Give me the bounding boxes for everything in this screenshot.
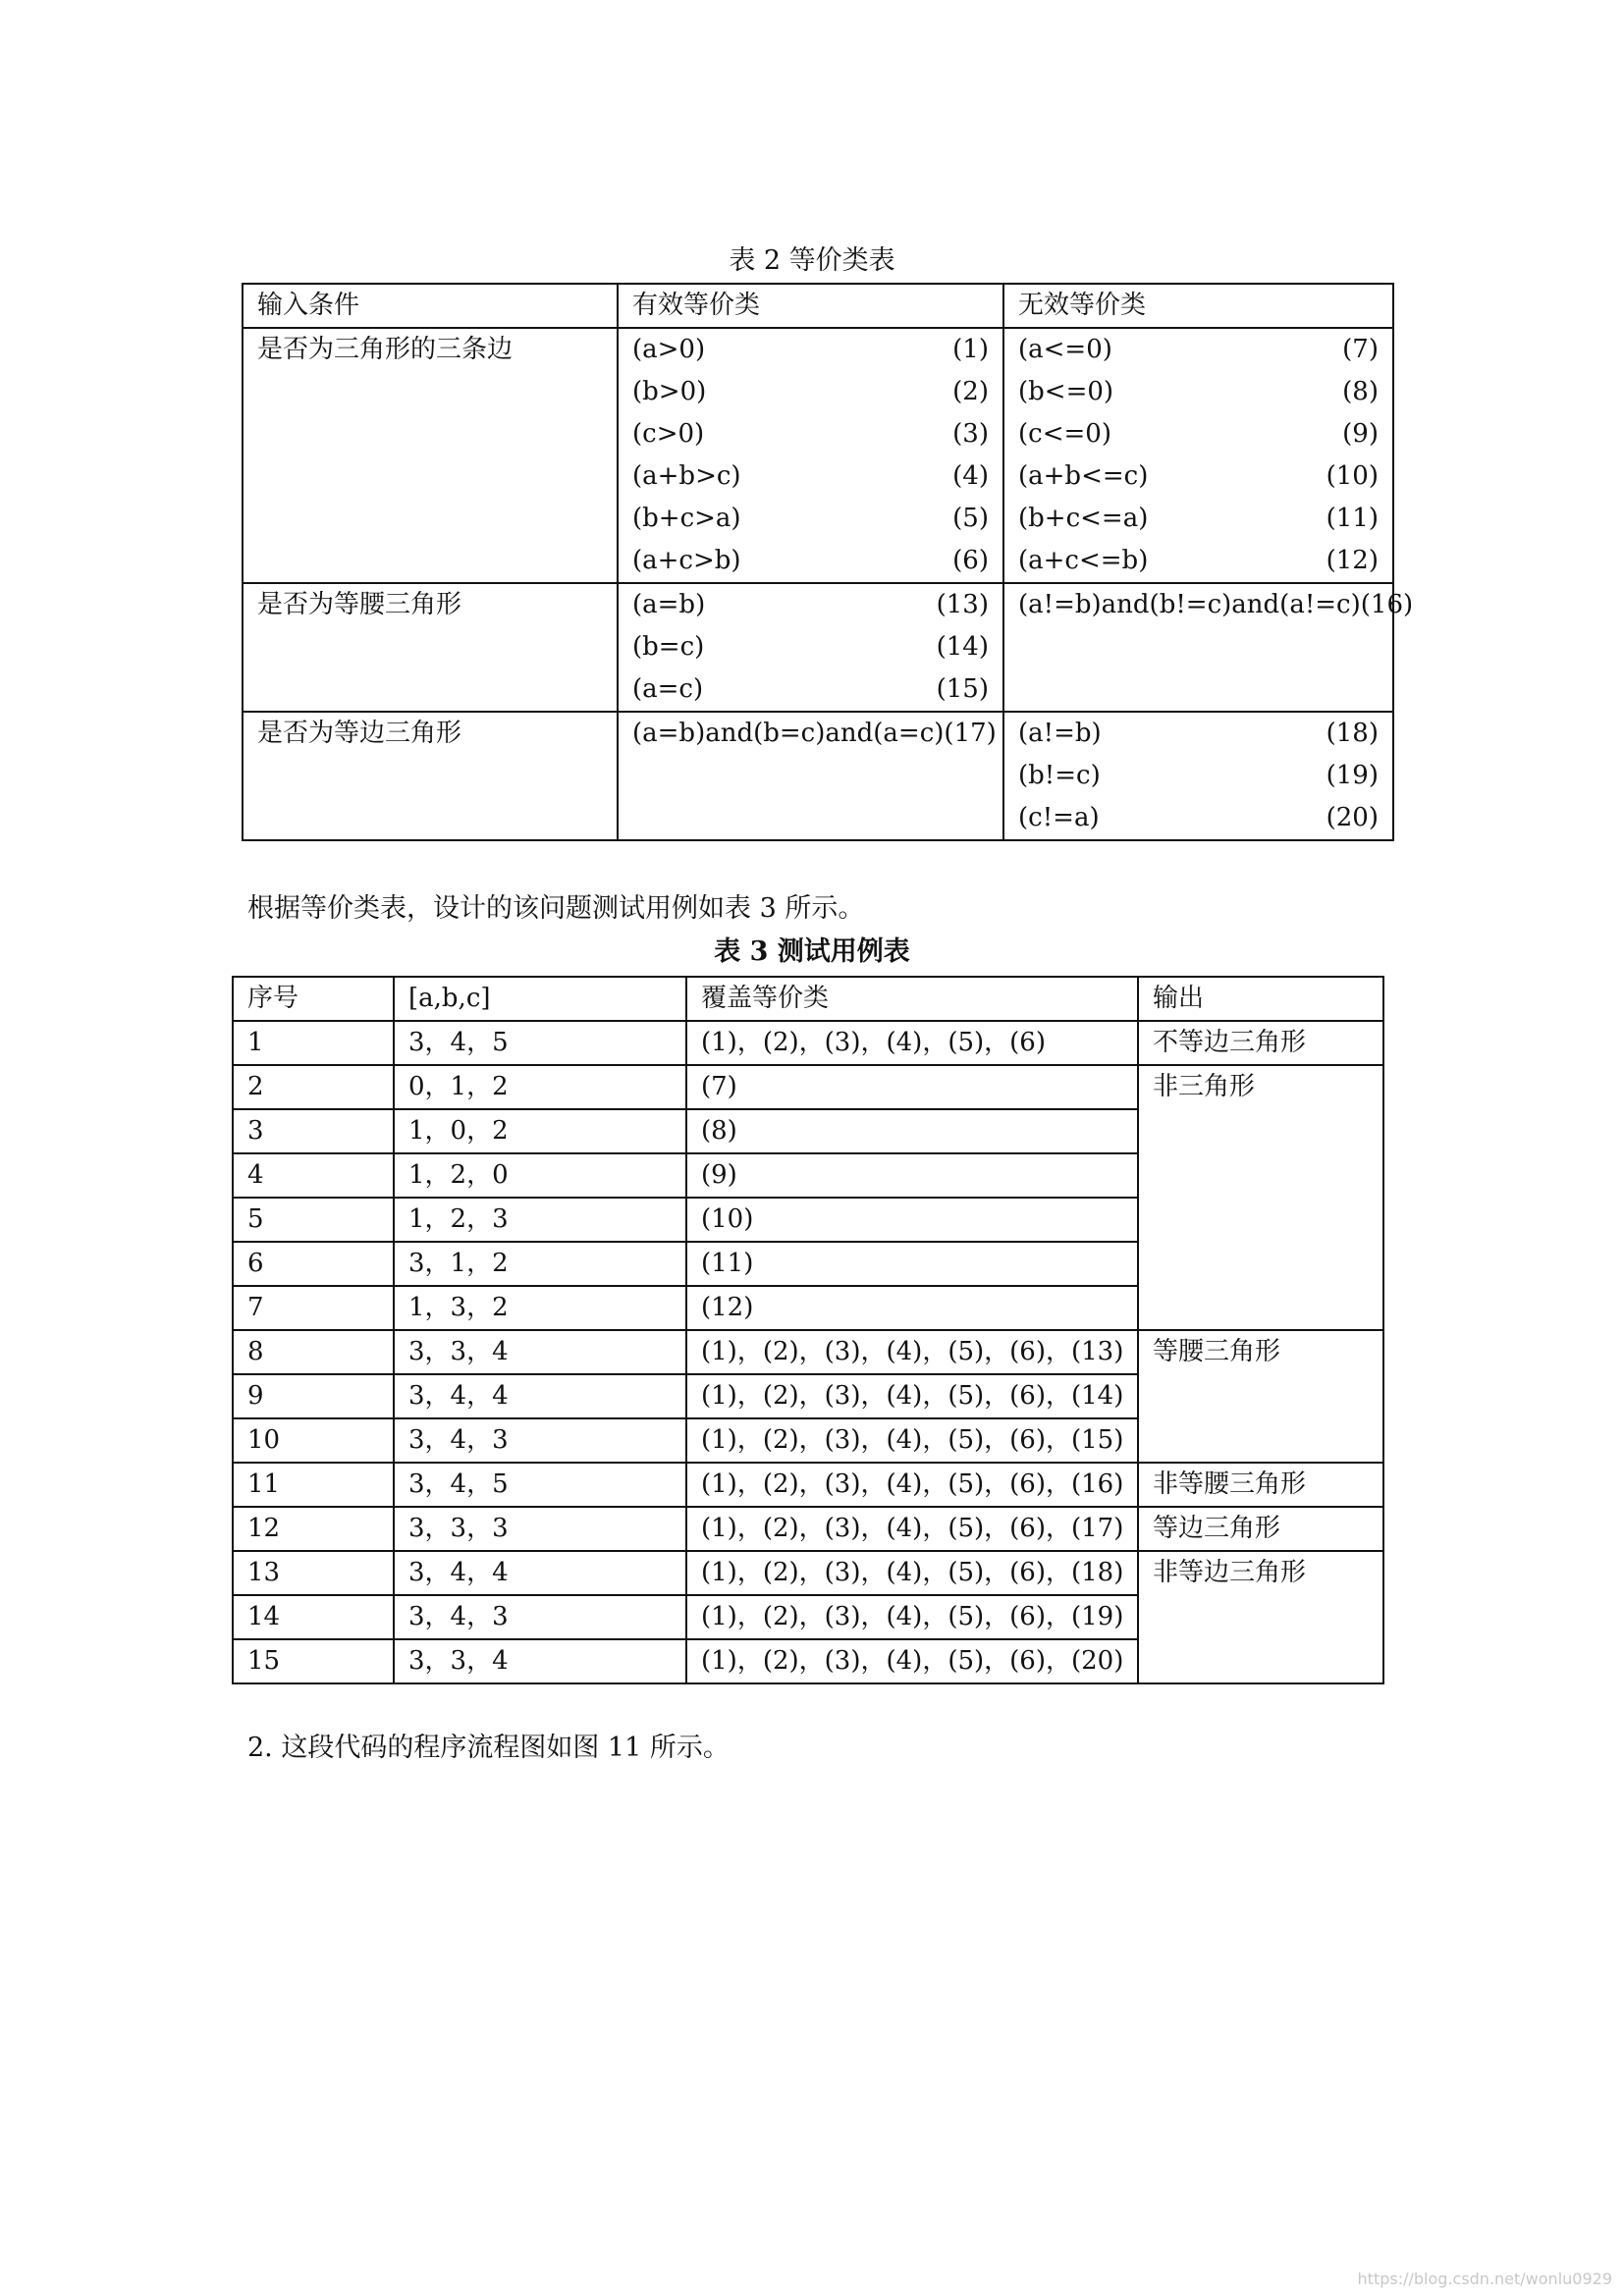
condition-cell: 是否为等腰三角形 — [243, 583, 618, 712]
table3-header-covers: 覆盖等价类 — [686, 977, 1138, 1021]
class-expression: (a+b>c) — [632, 461, 741, 491]
expected-output-cell: 等腰三角形 — [1138, 1330, 1383, 1463]
class-number: (13) — [936, 590, 989, 619]
expected-output-cell: 不等边三角形 — [1138, 1021, 1383, 1065]
class-number: (3) — [952, 419, 989, 449]
case-number-cell: 11 — [233, 1463, 394, 1507]
class-number: (18) — [1326, 719, 1379, 748]
table3-header-output: 输出 — [1138, 977, 1383, 1021]
case-number-cell: 6 — [233, 1242, 394, 1286]
expected-output-cell: 等边三角形 — [1138, 1507, 1383, 1551]
class-expression: (a<=0) — [1018, 335, 1112, 364]
covered-classes-cell: (7) — [686, 1065, 1138, 1109]
class-expression: (a=b)and(b=c)and(a=c) — [632, 719, 945, 748]
table2-row — [243, 583, 1393, 712]
covered-classes-cell: (11) — [686, 1242, 1138, 1286]
expected-output-cell: 非三角形 — [1138, 1065, 1383, 1330]
case-number-cell: 3 — [233, 1109, 394, 1153]
class-expression: (a>0) — [632, 335, 706, 364]
class-number: (9) — [1342, 419, 1379, 449]
invalid-class-item — [1018, 540, 1379, 582]
covered-classes-cell: (1)，(2)，(3)，(4)，(5)，(6)，(16) — [686, 1463, 1138, 1507]
valid-class-item — [632, 413, 989, 455]
covered-classes-cell: (1)，(2)，(3)，(4)，(5)，(6) — [686, 1021, 1138, 1065]
case-number-cell: 9 — [233, 1374, 394, 1418]
input-values-cell: 1，2，3 — [394, 1198, 686, 1242]
invalid-class-item — [1018, 413, 1379, 455]
class-expression: (a!=b) — [1018, 719, 1102, 748]
valid-class-item — [632, 371, 989, 413]
class-number: (5) — [952, 504, 989, 533]
table-row — [233, 1507, 1383, 1551]
table2-row — [243, 712, 1393, 840]
case-number-cell: 1 — [233, 1021, 394, 1065]
class-number: (14) — [936, 632, 989, 662]
equivalence-class-table — [242, 283, 1414, 841]
class-expression: (b+c>a) — [632, 504, 741, 533]
class-expression: (a+b<=c) — [1018, 461, 1149, 491]
input-values-cell: 3，4，5 — [394, 1021, 686, 1065]
case-number-cell: 5 — [233, 1198, 394, 1242]
input-values-cell: 3，1，2 — [394, 1242, 686, 1286]
covered-classes-cell: (12) — [686, 1286, 1138, 1330]
valid-class-item — [632, 329, 989, 371]
class-expression: (a+c<=b) — [1018, 546, 1149, 575]
table-row — [233, 1065, 1383, 1109]
input-values-cell: 3，3，3 — [394, 1507, 686, 1551]
case-number-cell: 12 — [233, 1507, 394, 1551]
invalid-class-item — [1018, 455, 1379, 498]
class-number: (11) — [1326, 504, 1379, 533]
case-number-cell: 2 — [233, 1065, 394, 1109]
input-values-cell: 1，2，0 — [394, 1153, 686, 1198]
class-number: (8) — [1342, 377, 1379, 406]
invalid-class-item — [1018, 498, 1379, 540]
input-values-cell: 3，4，3 — [394, 1595, 686, 1639]
covered-classes-cell: (1)，(2)，(3)，(4)，(5)，(6)，(13) — [686, 1330, 1138, 1374]
covered-classes-cell: (1)，(2)，(3)，(4)，(5)，(6)，(20) — [686, 1639, 1138, 1683]
table-row — [233, 1330, 1383, 1374]
valid-class-item — [632, 540, 989, 582]
covered-classes-cell: (10) — [686, 1198, 1138, 1242]
case-number-cell: 8 — [233, 1330, 394, 1374]
input-values-cell: 3，3，4 — [394, 1330, 686, 1374]
case-number-cell: 4 — [233, 1153, 394, 1198]
input-values-cell: 3，4，4 — [394, 1374, 686, 1418]
expected-output-cell: 非等腰三角形 — [1138, 1463, 1383, 1507]
invalid-class-item — [1018, 329, 1379, 371]
valid-class-cell — [618, 583, 1003, 712]
expected-output-cell: 非等边三角形 — [1138, 1551, 1383, 1683]
class-number: (10) — [1326, 461, 1379, 491]
table3-header-no: 序号 — [233, 977, 394, 1021]
condition-cell: 是否为等边三角形 — [243, 712, 618, 840]
section-paragraph: 2. 这段代码的程序流程图如图 11 所示。 — [247, 1733, 730, 1763]
table3-header-abc: [a,b,c] — [394, 977, 686, 1021]
test-case-table — [232, 976, 1384, 1684]
class-expression: (c<=0) — [1018, 419, 1111, 449]
table2-row — [243, 328, 1393, 583]
invalid-class-item — [1018, 755, 1379, 797]
class-number: (16) — [1360, 590, 1414, 619]
table3-caption: 表 3 测试用例表 — [714, 936, 910, 967]
watermark: https://blog.csdn.net/wonlu0929 — [1357, 2269, 1612, 2288]
intro-paragraph: 根据等价类表，设计的该问题测试用例如表 3 所示。 — [247, 893, 865, 924]
class-expression: (c!=a) — [1018, 803, 1100, 832]
input-values-cell: 3，4，3 — [394, 1418, 686, 1463]
invalid-class-item — [1018, 797, 1379, 839]
class-number: (2) — [952, 377, 989, 406]
covered-classes-cell: (1)，(2)，(3)，(4)，(5)，(6)，(14) — [686, 1374, 1138, 1418]
valid-class-item — [632, 668, 989, 711]
invalid-class-item — [1018, 584, 1414, 626]
input-values-cell: 3，3，4 — [394, 1639, 686, 1683]
case-number-cell: 10 — [233, 1418, 394, 1463]
table2-header-condition: 输入条件 — [243, 284, 618, 328]
valid-class-cell — [618, 712, 1003, 840]
class-expression: (a!=b)and(b!=c)and(a!=c) — [1018, 590, 1361, 619]
valid-class-cell — [618, 328, 1003, 583]
class-number: (19) — [1326, 761, 1379, 790]
table-row — [233, 1551, 1383, 1595]
covered-classes-cell: (1)，(2)，(3)，(4)，(5)，(6)，(15) — [686, 1418, 1138, 1463]
case-number-cell: 13 — [233, 1551, 394, 1595]
input-values-cell: 1，0，2 — [394, 1109, 686, 1153]
class-number: (12) — [1326, 546, 1379, 575]
class-expression: (b+c<=a) — [1018, 504, 1149, 533]
input-values-cell: 3，4，5 — [394, 1463, 686, 1507]
class-number: (15) — [936, 674, 989, 704]
class-number: (7) — [1342, 335, 1379, 364]
covered-classes-cell: (8) — [686, 1109, 1138, 1153]
table2-header-invalid: 无效等价类 — [1003, 284, 1393, 328]
case-number-cell: 7 — [233, 1286, 394, 1330]
covered-classes-cell: (1)，(2)，(3)，(4)，(5)，(6)，(17) — [686, 1507, 1138, 1551]
class-expression: (a+c>b) — [632, 546, 741, 575]
invalid-class-cell — [1003, 583, 1414, 712]
class-number: (4) — [952, 461, 989, 491]
valid-class-item — [632, 584, 989, 626]
table-row — [233, 1463, 1383, 1507]
class-expression: (c>0) — [632, 419, 705, 449]
invalid-class-item — [1018, 371, 1379, 413]
class-expression: (b=c) — [632, 632, 705, 662]
class-expression: (b!=c) — [1018, 761, 1101, 790]
class-number: (17) — [944, 719, 997, 748]
table3-header-row — [233, 977, 1383, 1021]
case-number-cell: 14 — [233, 1595, 394, 1639]
case-number-cell: 15 — [233, 1639, 394, 1683]
class-expression: (b<=0) — [1018, 377, 1114, 406]
table-row — [233, 1021, 1383, 1065]
valid-class-item — [632, 713, 997, 755]
invalid-class-item — [1018, 713, 1379, 755]
table2-header-valid: 有效等价类 — [618, 284, 1003, 328]
class-expression: (a=b) — [632, 590, 706, 619]
table2-header-row — [243, 284, 1393, 328]
table2-caption: 表 2 等价类表 — [729, 245, 895, 276]
valid-class-item — [632, 626, 989, 668]
input-values-cell: 0，1，2 — [394, 1065, 686, 1109]
valid-class-item — [632, 455, 989, 498]
condition-cell: 是否为三角形的三条边 — [243, 328, 618, 583]
input-values-cell: 1，3，2 — [394, 1286, 686, 1330]
covered-classes-cell: (1)，(2)，(3)，(4)，(5)，(6)，(19) — [686, 1595, 1138, 1639]
valid-class-item — [632, 498, 989, 540]
class-expression: (b>0) — [632, 377, 707, 406]
class-number: (20) — [1326, 803, 1379, 832]
class-number: (6) — [952, 546, 989, 575]
invalid-class-cell — [1003, 328, 1393, 583]
covered-classes-cell: (9) — [686, 1153, 1138, 1198]
invalid-class-cell — [1003, 712, 1393, 840]
class-number: (1) — [952, 335, 989, 364]
covered-classes-cell: (1)，(2)，(3)，(4)，(5)，(6)，(18) — [686, 1551, 1138, 1595]
input-values-cell: 3，4，4 — [394, 1551, 686, 1595]
class-expression: (a=c) — [632, 674, 704, 704]
